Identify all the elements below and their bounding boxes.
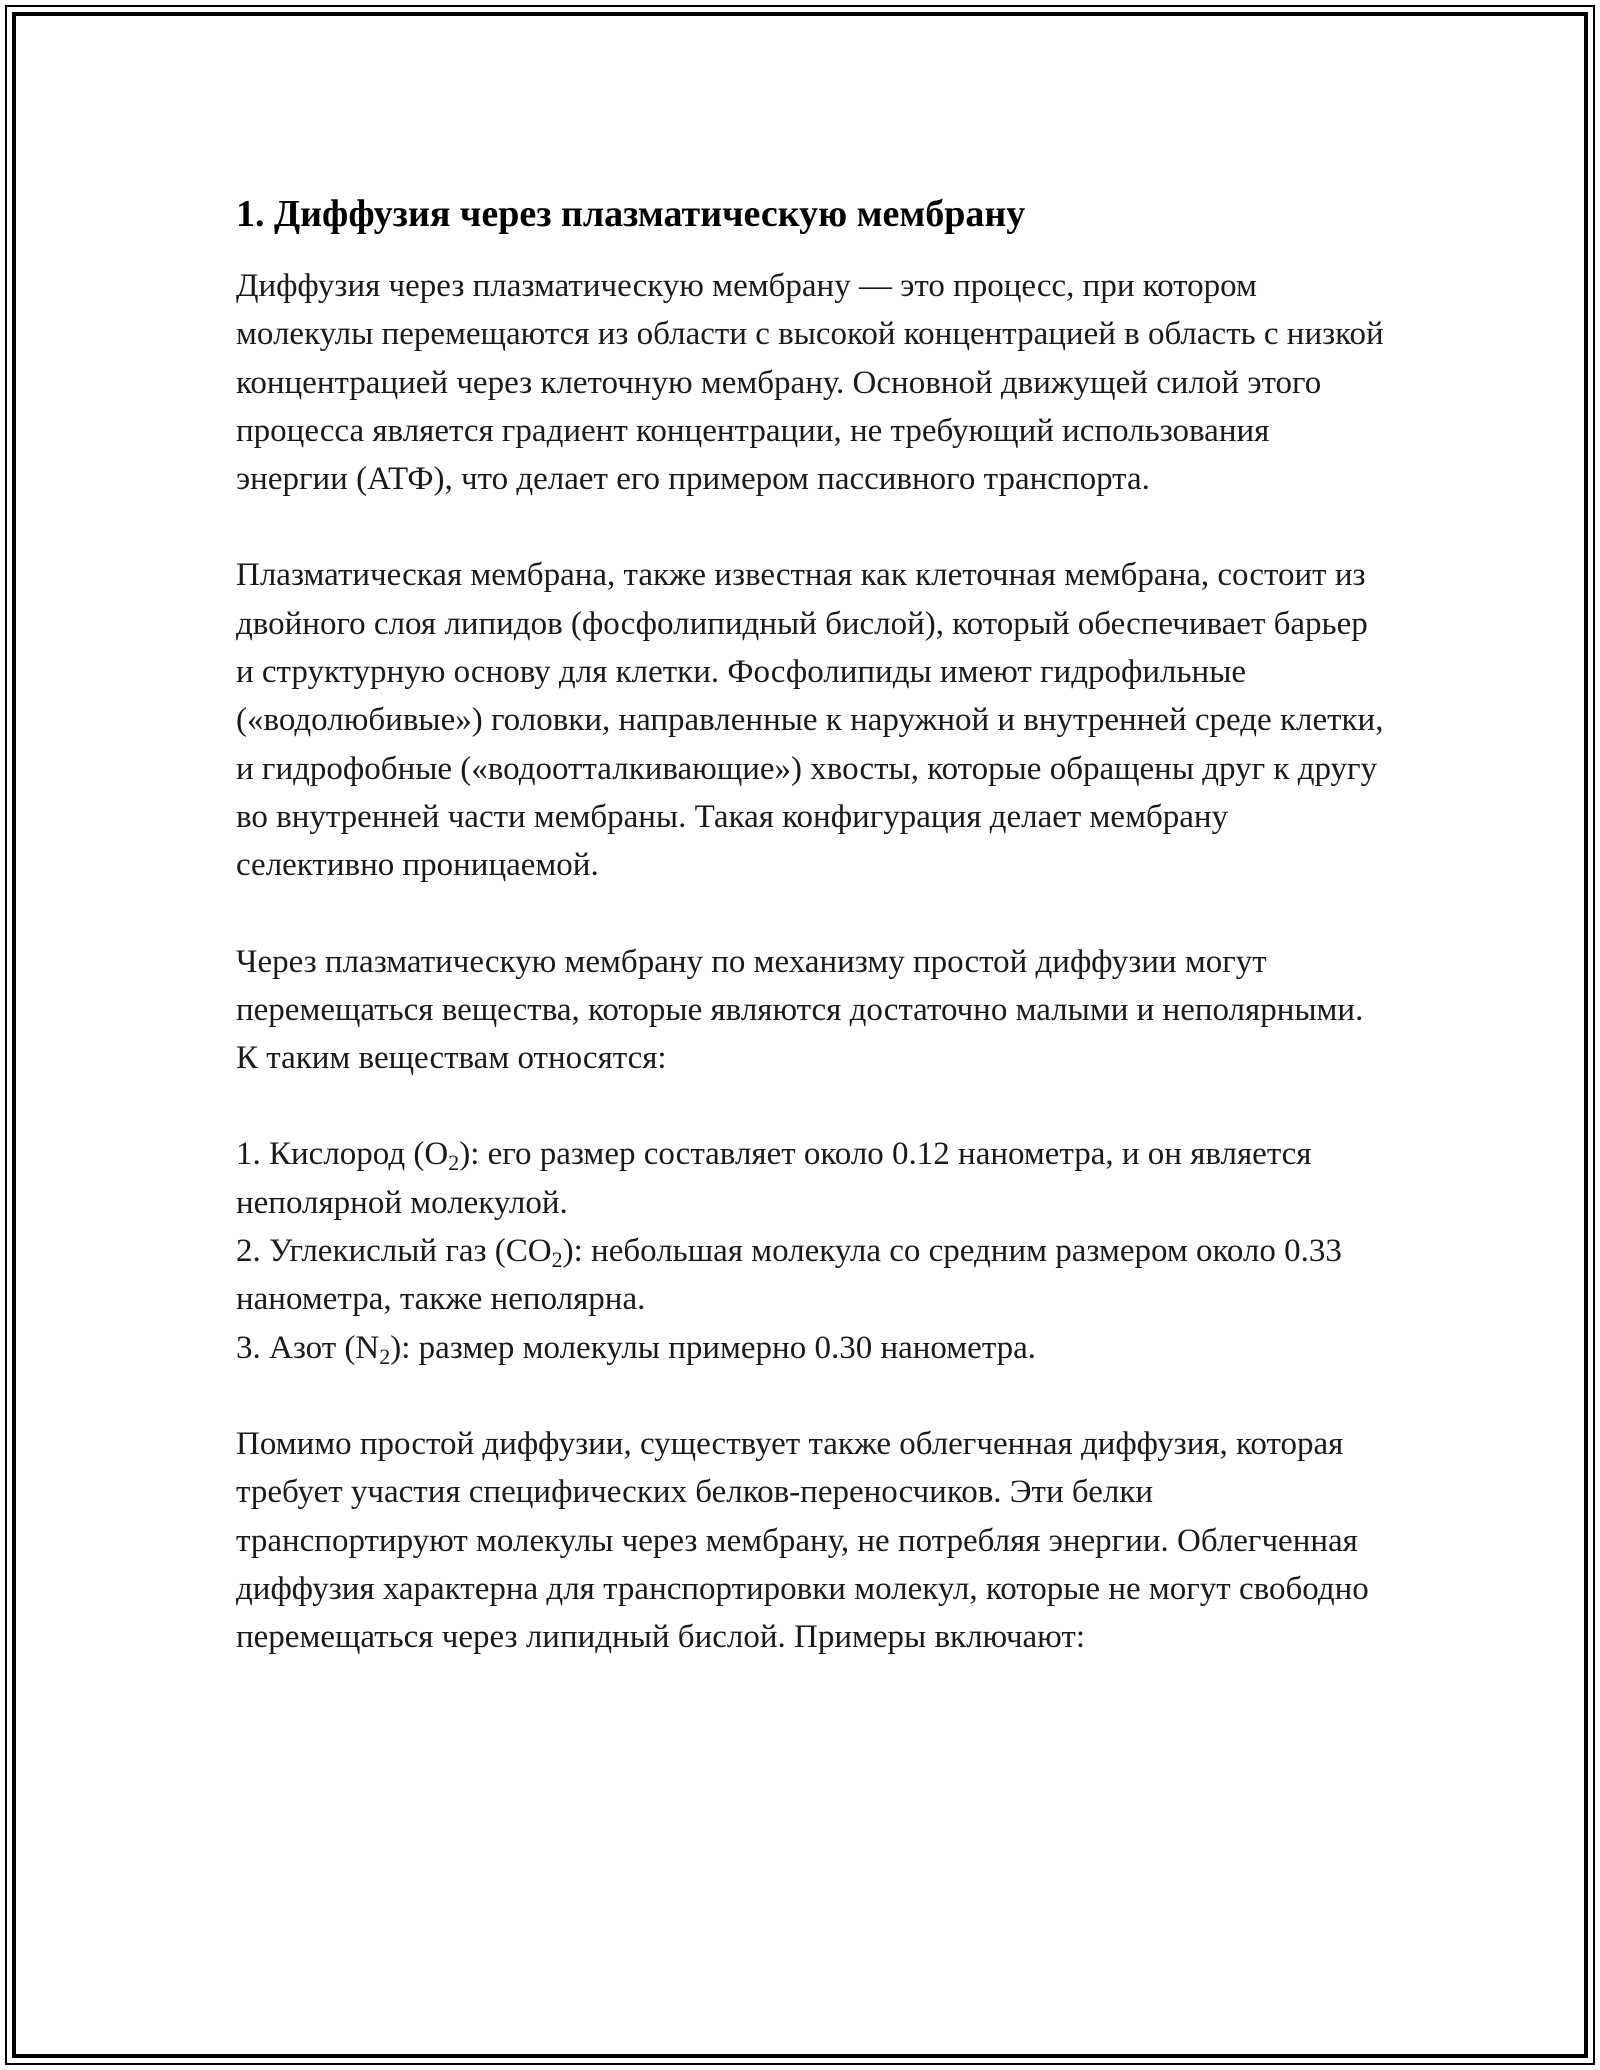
list-item-suffix: ): небольшая молекула со средним размером около 0.33 нанометра, также неполярна. bbox=[236, 1233, 1342, 1318]
document-body bbox=[236, 186, 1386, 1709]
list-item-prefix: 2. Углекислый газ (CO bbox=[236, 1233, 552, 1270]
list-item-suffix: ): его размер составляет около 0.12 нанометра, и он является неполярной молекулой. bbox=[236, 1136, 1312, 1221]
list-item-oxygen bbox=[236, 1130, 1386, 1227]
paragraph-membrane-structure: Плазматическая мембрана, также известная как клеточная мембрана, состоит из двойного слоя липидов (фосфолипидный бислой), который обеспечивает барьер и структурную основу для клетки. Фосфолипиды имеют гидрофильные («водолюбивые») головки, направленные к наружной и внутренней среде клетки, и гидрофобные («водоотталкивающие») хвосты, которые обращены друг к другу во внутренней части мембраны. Такая конфигурация делает мембрану селективно проницаемой. bbox=[236, 557, 1384, 884]
list-item-carbon-dioxide bbox=[236, 1227, 1386, 1324]
substance-list bbox=[236, 1130, 1386, 1371]
list-item-suffix: ): размер молекулы примерно 0.30 нанометра. bbox=[390, 1329, 1037, 1366]
paragraph-diffusion-definition: Диффузия через плазматическую мембрану — это процесс, при котором молекулы перемещаются из области с высокой концентрацией в область с низкой концентрацией через клеточную мембрану. Основной движущей силой этого процесса является градиент концентрации, не требующий использования энергии (АТФ), что делает его примером пассивного транспорта. bbox=[236, 268, 1384, 498]
paragraph-simple-diffusion-intro: Через плазматическую мембрану по механизму простой диффузии могут перемещаться вещества, которые являются достаточно малыми и неполярными. К таким веществам относятся: bbox=[236, 943, 1364, 1077]
paragraph-facilitated-diffusion: Помимо простой диффузии, существует также облегченная диффузия, которая требует участия специфических белков-переносчиков. Эти белки транспортируют молекулы через мембрану, не потребляя энергии. Облегченная диффузия характерна для транспортировки молекул, которые не могут свободно перемещаться через липидный бислой. Примеры включают: bbox=[236, 1425, 1369, 1656]
section-heading: 1. Диффузия через плазматическую мембрану bbox=[236, 193, 1026, 235]
subscript: 2 bbox=[448, 1150, 460, 1176]
subscript: 2 bbox=[379, 1343, 391, 1369]
list-item-nitrogen bbox=[236, 1324, 1386, 1372]
list-item-prefix: 3. Азот (N bbox=[236, 1329, 380, 1366]
list-item-prefix: 1. Кислород (O bbox=[236, 1136, 449, 1173]
subscript: 2 bbox=[551, 1247, 563, 1273]
